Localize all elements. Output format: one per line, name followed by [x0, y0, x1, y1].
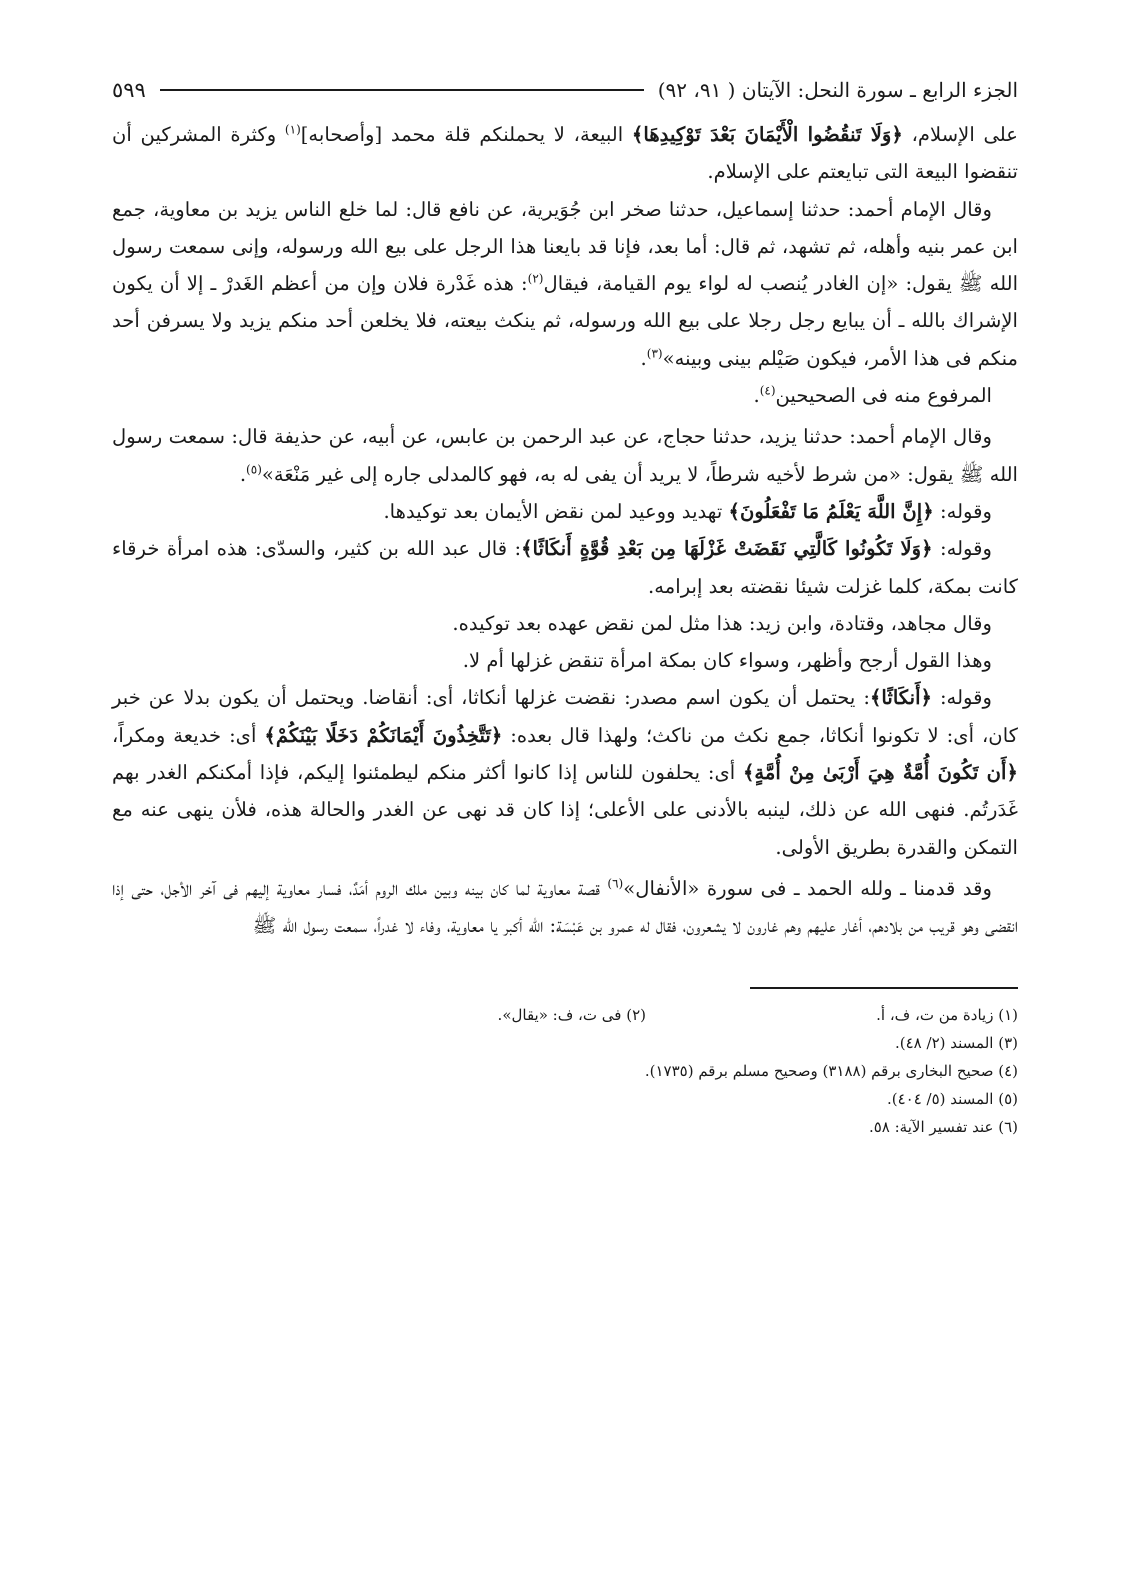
footnote-row	[112, 1113, 1018, 1141]
text-run: : يحتمل أن يكون اسم مصدر: نقضت غزلها أنكاثا، أى: أنقاضا. ويحتمل أن يكون بدلا عن خبر كان، أى: لا تكونوا أنكاثا، جمع نكث من ناكث؛ ولهذا قال بعده:	[112, 686, 1018, 747]
text-run: وقال الإمام أحمد: حدثنا يزيد، حدثنا حجاج، عن عبد الرحمن بن عابس، عن أبيه، عن حذيفة قال: سمعت رسول الله ﷺ يقول: «من شرط لأخيه شرطاً، لا يريد أن يفى له به، فهو كالمدلى جاره إلى غير مَنْعَة»	[112, 425, 1018, 486]
text-run: أى: يحلفون للناس إذا كانوا أكثر منكم ليطمئنوا إليكم، فإذا أمكنكم الغدر بهم غَدَرتُم. فنهى الله عن ذلك، لينبه بالأدنى على الأعلى؛ إذا كان قد نهى عن الغدر والحالة هذه، فلأن ينهى عنه مع التمكن والقدرة بطريق الأولى.	[112, 761, 1018, 859]
paragraph-10	[112, 870, 1018, 945]
running-title: الجزء الرابع ـ سورة النحل: الآيتان ( ٩١، ٩٢)	[657, 78, 1018, 102]
footnote-6: (٦) عند تفسير الآية: ٥٨.	[868, 1117, 1018, 1136]
text-run: وكثرة المشركين أن تنقضوا البيعة التى تبايعتم على الإسلام.	[112, 123, 1018, 184]
footnote-ref-6[interactable]: (٦)	[607, 876, 624, 891]
footnote-row	[112, 1057, 1018, 1085]
text-run: وقال الإمام أحمد: حدثنا إسماعيل، حدثنا صخر ابن جُوَيرية، عن نافع قال: لما خلع الناس يزيد بن معاوية، جمع ابن عمر بنيه وأهله، ثم تشهد، ثم قال: أما بعد، فإنا قد بايعنا هذا الرجل على بيع الله ورسوله، وإنى سمعت رسول الله ﷺ يقول: «إن الغادر يُنصب له لواء يوم القيامة، فيقال	[112, 197, 1019, 296]
footnote-ref-3[interactable]: (٣)	[646, 346, 663, 361]
text-run: وقوله:	[933, 499, 992, 523]
text-run: وقوله:	[932, 537, 992, 561]
header-rule	[160, 89, 644, 91]
footnote-5: (٥) المسند (٥/ ٤٠٤).	[886, 1089, 1018, 1108]
running-header	[112, 70, 1018, 110]
quran-verse: ﴿إِنَّ اللَّهَ يَعْلَمُ مَا تَفْعَلُونَ﴾	[728, 499, 934, 523]
quran-verse: ﴿وَلَا تَنقُضُوا الْأَيْمَانَ بَعْدَ تَوْكِيدِهَا﴾	[631, 123, 903, 146]
paragraph-7: وقال مجاهد، وقتادة، وابن زيد: هذا مثل لمن نقض عهده بعد توكيده.	[452, 611, 992, 635]
paragraph-8: وهذا القول أرجح وأظهر، وسواء كان بمكة امرأة تنقض غزلها أم لا.	[462, 649, 992, 673]
footnote-3: (٣) المسند (٢/ ٤٨).	[895, 1033, 1018, 1052]
footnote-ref-2[interactable]: (٢)	[527, 271, 544, 286]
paragraph-4	[112, 418, 1018, 493]
quran-verse: ﴿أَنكَاثًا﴾	[869, 686, 933, 710]
footnote-row	[112, 1001, 1018, 1029]
quran-verse: ﴿أَن تَكُونَ أُمَّةٌ هِيَ أَرْبَىٰ مِنْ أُمَّةٍ﴾	[742, 761, 1018, 785]
paragraph-2	[112, 191, 1018, 377]
footnote-ref-4[interactable]: (٤)	[759, 383, 776, 398]
paragraph-3	[112, 377, 1018, 414]
quran-verse: ﴿وَلَا تَكُونُوا كَالَّتِي نَقَضَتْ غَزْلَهَا مِن بَعْدِ قُوَّةٍ أَنكَاثًا﴾	[521, 537, 933, 561]
footnote-separator	[750, 987, 1018, 989]
text-run: على الإسلام،	[902, 123, 1018, 146]
footnote-1: (١) زيادة من ت، ف، أ.	[876, 1005, 1018, 1024]
text-run: وقد قدمنا ـ ولله الحمد ـ فى سورة «الأنفال»	[623, 876, 992, 900]
text-run: أى: خديعة ومكراً،	[112, 723, 265, 747]
footnote-ref-5[interactable]: (٥)	[246, 462, 262, 477]
text-run: : قال عبد الله بن كثير، والسدّى: هذه امرأة خرقاء كانت بمكة، كلما غزلت شيئا نقضته بعد إبرامه.	[112, 537, 1018, 598]
quran-verse: ﴿تَتَّخِذُونَ أَيْمَانَكُمْ دَخَلًا بَيْنَكُمْ﴾	[264, 723, 503, 747]
footnotes	[112, 1001, 1018, 1141]
footnote-ref-1[interactable]: (١)	[284, 122, 301, 137]
paragraph-1	[112, 116, 1018, 191]
footnote-row	[112, 1029, 1018, 1057]
footnote-4: (٤) صحيح البخارى برقم (٣١٨٨) وصحيح مسلم برقم (١٧٣٥).	[644, 1061, 1018, 1080]
body-text	[112, 116, 1018, 945]
text-run: تهديد ووعيد لمن نقض الأيمان بعد توكيدها.	[383, 499, 729, 523]
text-run: قصة معاوية لما كان بينه وبين ملك الروم أمَدٌ، فسار معاوية إليهم فى آخر الأجل، حتى إذا انقضى وهو قريب من بلادهم، أغار عليهم وهم غارون لا يشعرون، فقال له عمرو بن عَبْسَة: الله أكبر يا معاوية، وفاء لا غدراً، سمعت رسول الله ﷺ	[112, 876, 1018, 938]
text-run: المرفوع منه فى الصحيحين	[775, 384, 992, 408]
text-run: : هذه غَدْرة فلان وإن من أعظم الغَدرْ ـ إلا أن يكون الإشراك بالله ـ أن يبايع رجل رجلا على بيع الله ورسوله، ثم ينكث بيعته، فلا يخلعن أحد منكم يزيد ولا يسرفن أحد منكم فى هذا الأمر، فيكون صَيْلم بينى وبينه»	[112, 272, 1018, 370]
footnote-2: (٢) فى ت، ف: «يقال».	[497, 1005, 646, 1024]
page-number: ٥٩٩	[112, 78, 146, 102]
paragraph-9	[112, 679, 1018, 865]
text-run: البيعة، لا يحملنكم قلة محمد [وأصحابه]	[300, 123, 632, 146]
paragraph-5	[112, 493, 1018, 530]
paragraph-6	[112, 530, 1018, 605]
text-run: .	[640, 346, 647, 370]
text-run: .	[239, 462, 247, 486]
footnote-row	[112, 1085, 1018, 1113]
text-run: وقوله:	[932, 686, 992, 710]
text-run: .	[753, 384, 760, 408]
